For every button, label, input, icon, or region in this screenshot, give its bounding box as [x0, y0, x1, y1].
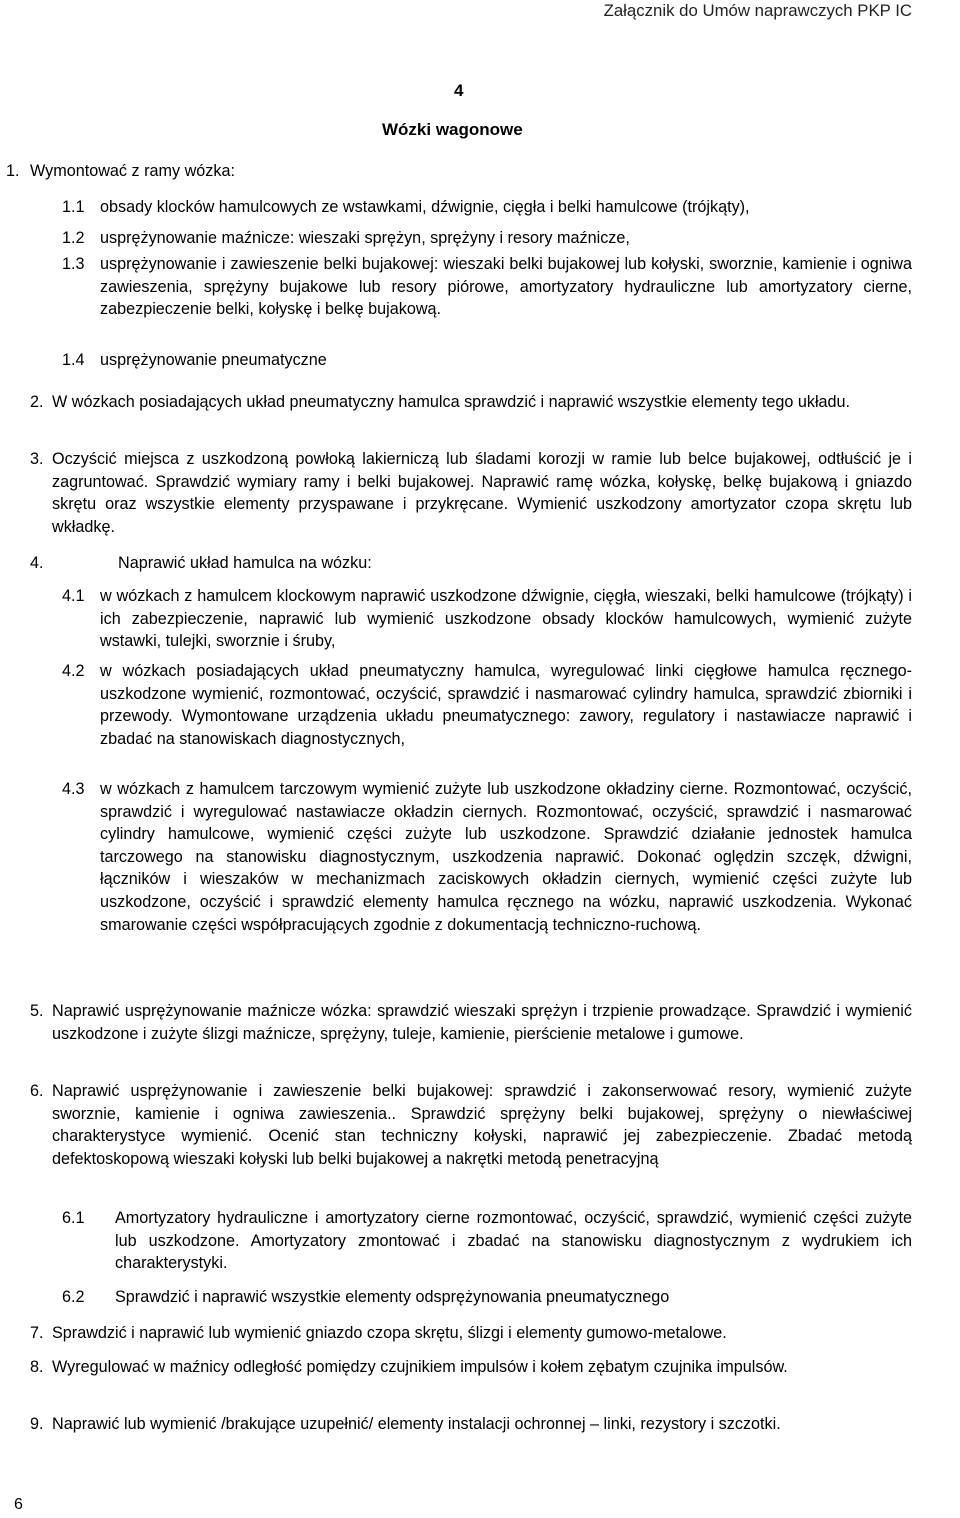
chapter-number: 4: [454, 81, 464, 100]
item-text: Oczyścić miejsca z uszkodzoną powłoką lakierniczą lub śladami korozji w ramie lub belce bujakowej, odtłuścić je i zagruntować. Sprawdzić wymiary ramy i belki bujakowej. Naprawić ramę wózka, kołyskę, belkę bujakową i gniazdo skrętu oraz wszystkie elementy przyspawane i przykręcane. Wymienić uszkodzony amortyzator czopa skrętu lub wkładkę.: [52, 450, 912, 536]
page-number: 6: [14, 1496, 23, 1513]
item-text: Naprawić usprężynowanie maźnicze wózka: sprawdzić wieszaki sprężyn i trzpienie prowadzące. Sprawdzić i wymienić uszkodzone i zużyte ślizgi maźnicze, sprężyny, tuleje, kamienie, pierścienie metalowe i gumowe.: [52, 1002, 912, 1043]
item-number: 2.: [30, 393, 44, 411]
item-number: 6.2: [62, 1288, 85, 1306]
item-number: 4.: [30, 554, 44, 572]
item-text: Naprawić układ hamulca na wózku:: [118, 554, 372, 572]
item-text: Wymontować z ramy wózka:: [30, 162, 235, 180]
chapter-title: Wózki wagonowe: [382, 120, 523, 139]
item-number: 6.: [30, 1082, 44, 1100]
item-number: 4.3: [62, 780, 85, 798]
item-text: Sprawdzić i naprawić lub wymienić gniazdo czopa skrętu, ślizgi i elementy gumowo-metalowe.: [52, 1324, 727, 1342]
item-text: usprężynowanie i zawieszenie belki bujakowej: wieszaki belki bujakowej lub kołyski, sworznie, kamienie i ogniwa zawieszenia, sprężyny bujakowe lub resory piórowe, amortyzatory hydrauliczne lub amortyzatory cierne, zabezpieczenie belki, kołyskę i belkę bujakową.: [100, 255, 912, 319]
item-text: usprężynowanie maźnicze: wieszaki sprężyn, sprężyny i resory maźnicze,: [100, 229, 630, 247]
item-text: w wózkach z hamulcem tarczowym wymienić zużyte lub uszkodzone okładziny cierne. Rozmontować, oczyścić, sprawdzić i wyregulować nastawiacze okładzin ciernych. Rozmontować, oczyścić, sprawdzić i nasmarować cylindry hamulcowe, wymienić części zużyte lub uszkodzone. Sprawdzić działanie jednostek hamulca tarczowego na stanowisku diagnostycznym, uszkodzenia naprawić. Dokonać oględzin szczęk, dźwigni, łączników i wieszaków w mechanizmach zaciskowych okładzin ciernych, wymienić części zużyte lub uszkodzone, oczyścić i sprawdzić elementy hamulca ręcznego na wózku, naprawić uszkodzenia. Wykonać smarowanie części współpracujących zgodnie z dokumentacją techniczno-ruchową.: [100, 780, 912, 934]
item-text: W wózkach posiadających układ pneumatyczny hamulca sprawdzić i naprawić wszystkie elementy tego układu.: [52, 393, 851, 411]
item-number: 9.: [30, 1415, 44, 1433]
item-number: 1.2: [62, 229, 85, 247]
item-number: 4.1: [62, 587, 85, 605]
item-number: 3.: [30, 450, 44, 468]
item-number: 5.: [30, 1002, 44, 1020]
item-number: 6.1: [62, 1209, 85, 1227]
item-text: Naprawić lub wymienić /brakujące uzupełnić/ elementy instalacji ochronnej – linki, rezystory i szczotki.: [52, 1415, 781, 1433]
page-header: Załącznik do Umów naprawczych PKP IC: [603, 1, 912, 20]
item-number: 7.: [30, 1324, 44, 1342]
item-number: 1.1: [62, 198, 85, 216]
item-text: obsady klocków hamulcowych ze wstawkami, dźwignie, cięgła i belki hamulcowe (trójkąty),: [100, 198, 750, 216]
item-number: 8.: [30, 1358, 44, 1376]
item-number: 1.3: [62, 255, 85, 273]
item-text: Wyregulować w maźnicy odległość pomiędzy czujnikiem impulsów i kołem zębatym czujnika impulsów.: [52, 1358, 788, 1376]
item-number: 1.: [6, 162, 20, 180]
item-text: Sprawdzić i naprawić wszystkie elementy odsprężynowania pneumatycznego: [115, 1288, 670, 1306]
item-text: w wózkach z hamulcem klockowym naprawić uszkodzone dźwignie, cięgła, wieszaki, belki hamulcowe (trójkąty) i ich zabezpieczenie, naprawić lub wymienić uszkodzone obsady klocków hamulcowych, wymienić zużyte wstawki, tulejki, sworznie i śruby,: [100, 587, 912, 651]
item-number: 4.2: [62, 662, 85, 680]
item-text: Naprawić usprężynowanie i zawieszenie belki bujakowej: sprawdzić i zakonserwować resory, wymienić zużyte sworznie, kamienie i ogniwa zawieszenia.. Sprawdzić sprężyny belki bujakowej, sprężyny o niewłaściwej charakterystyce wymienić. Ocenić stan techniczny kołyski, naprawić jej zabezpieczenie. Zbadać metodą defektoskopową wieszaki kołyski lub belki bujakowej a nakrętki metodą penetracyjną: [52, 1082, 912, 1168]
item-text: usprężynowanie pneumatyczne: [100, 351, 327, 369]
item-text: Amortyzatory hydrauliczne i amortyzatory cierne rozmontować, oczyścić, sprawdzić, wymienić części zużyte lub uszkodzone. Amortyzatory zmontować i zbadać na stanowisku diagnostycznym z wydrukiem ich charakterystyki.: [115, 1209, 912, 1273]
item-number: 1.4: [62, 351, 85, 369]
item-text: w wózkach posiadających układ pneumatyczny hamulca, wyregulować linki cięgłowe hamulca ręcznego-uszkodzone wymienić, rozmontować, oczyścić, sprawdzić i nasmarować cylindry hamulca, sprawdzić zbiorniki i przewody. Wymontowane urządzenia układu pneumatycznego: zawory, regulatory i nastawiacze naprawić i zbadać na stanowiskach diagnostycznych,: [100, 662, 912, 748]
